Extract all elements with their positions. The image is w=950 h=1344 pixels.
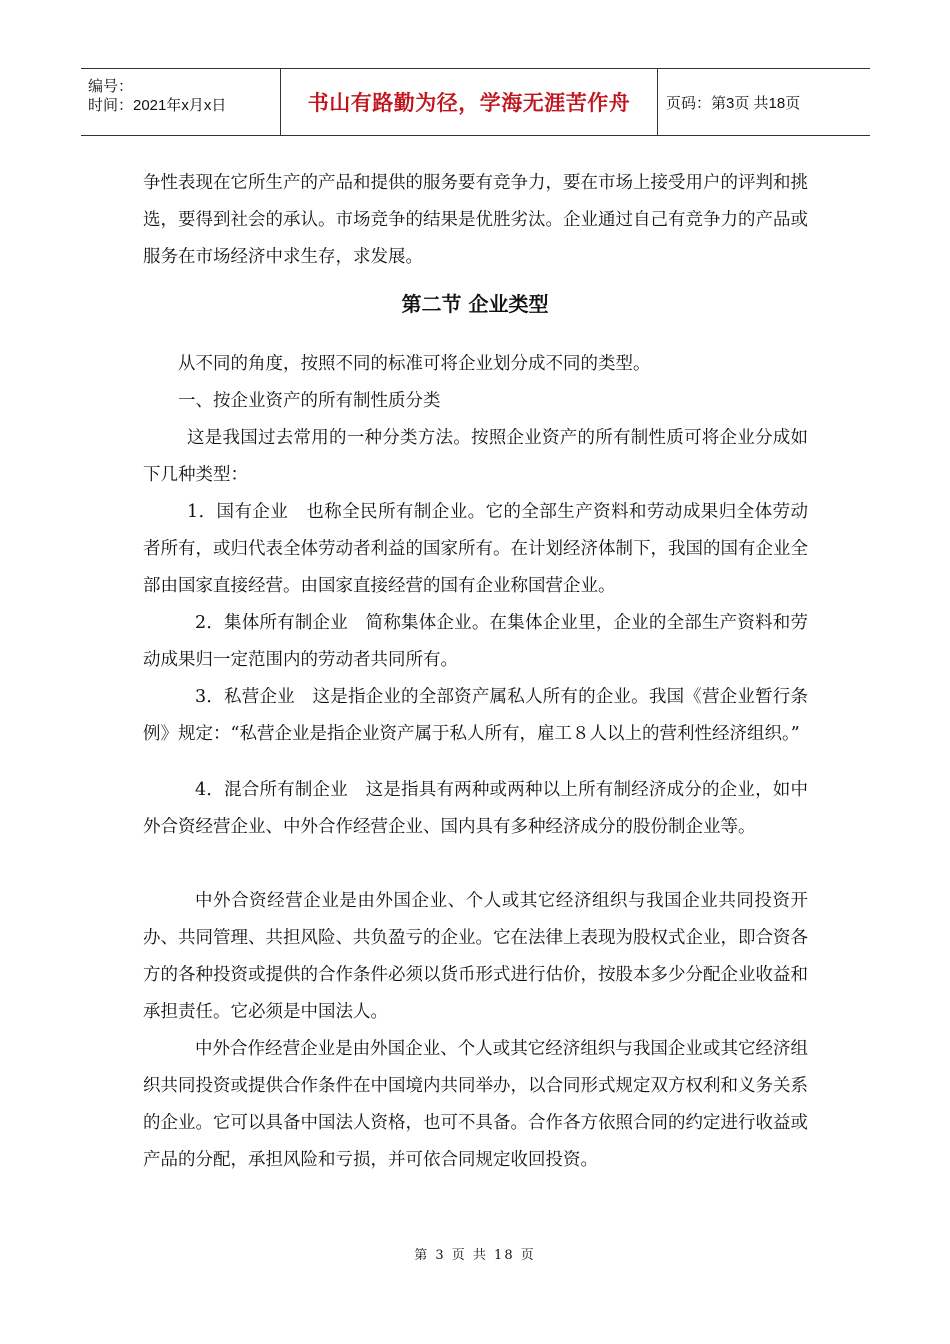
document-header [81,68,870,136]
header-page-info: 页码：第3页 共18页 [666,94,801,112]
document-number-label: 编号： [88,78,134,95]
list-item-private: 3．私营企业 这是指企业的全部资产属私人所有的企业。我国《营企业暂行条例》规定：“私营企业是指企业资产属于私人所有，雇工８人以上的营利性经济组织。” [143,687,808,744]
header-meta-cell [81,69,281,135]
header-page-cell [658,69,870,135]
header-motto-cell [281,69,658,135]
subsection-title: 一、按企业资产的所有制性质分类 [178,391,441,411]
document-date: 时间：2021年x月x日 [88,97,227,114]
paragraph: 这是我国过去常用的一种分类方法。按照企业资产的所有制性质可将企业分成如下几种类型： [143,428,808,485]
paragraph: 从不同的角度，按照不同的标准可将企业划分成不同的类型。 [178,354,651,374]
list-item-mixed: 4．混合所有制企业 这是指具有两种或两种以上所有制经济成分的企业，如中外合资经营企业、中外合作经营企业、国内具有多种经济成分的股份制企业等。 [143,780,808,837]
section-heading: 第二节 企业类型 [401,292,549,316]
list-item-collective: 2．集体所有制企业 简称集体企业。在集体企业里，企业的全部生产资料和劳动成果归一定范围内的劳动者共同所有。 [143,613,808,670]
motto-text: 书山有路勤为径，学海无涯苦作舟 [307,91,631,115]
paragraph: 争性表现在它所生产的产品和提供的服务要有竞争力，要在市场上接受用户的评判和挑选，要得到社会的承认。市场竞争的结果是优胜劣汰。企业通过自己有竞争力的产品或服务在市场经济中求生存，求发展。 [143,173,808,267]
paragraph-joint-venture: 中外合资经营企业是由外国企业、个人或其它经济组织与我国企业共同投资开办、共同管理、共担风险、共负盈亏的企业。它在法律上表现为股权式企业，即合资各方的各种投资或提供的合作条件必须以货币形式进行估价，按股本多少分配企业收益和承担责任。它必须是中国法人。 [143,891,808,1022]
list-item-state-owned: 1．国有企业 也称全民所有制企业。它的全部生产资料和劳动成果归全体劳动者所有，或归代表全体劳动者利益的国家所有。在计划经济体制下，我国的国有企业全部由国家直接经营。由国家直接经营的国有企业称国营企业。 [143,502,808,596]
page-footer: 第 3 页 共 18 页 [414,1248,536,1263]
paragraph-cooperative: 中外合作经营企业是由外国企业、个人或其它经济组织与我国企业或其它经济组织共同投资或提供合作条件在中国境内共同举办，以合同形式规定双方权利和义务关系的企业。它可以具备中国法人资格，也可不具备。合作各方依照合同的约定进行收益或产品的分配，承担风险和亏损，并可依合同规定收回投资。 [143,1039,808,1170]
